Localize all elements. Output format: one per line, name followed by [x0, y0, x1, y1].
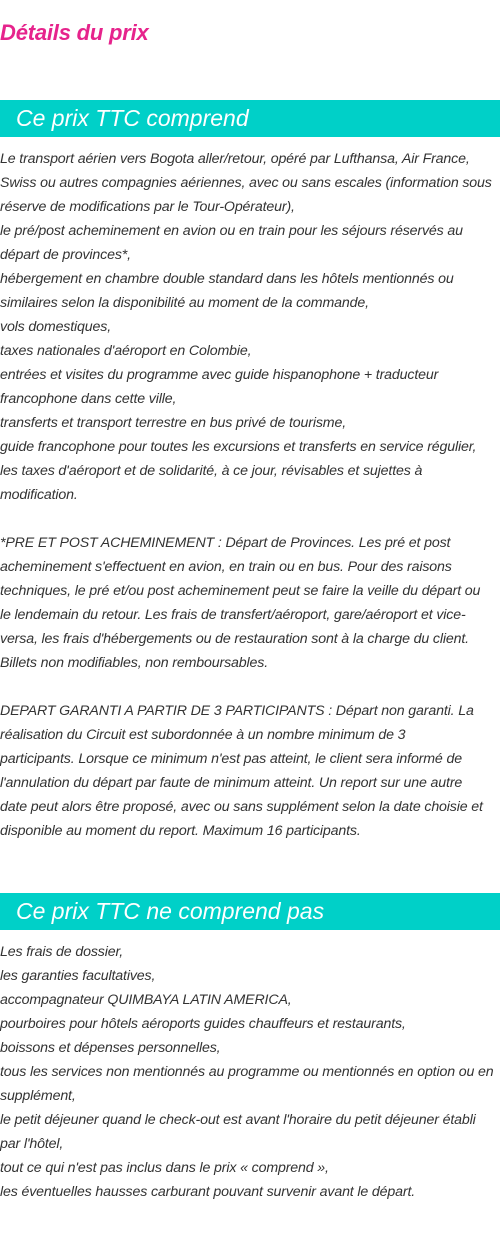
text-line: les garanties facultatives,: [0, 968, 156, 984]
text-line: Les frais de dossier,: [0, 944, 124, 960]
text-line: pourboires pour hôtels aéroports guides chauffeurs et restaurants,: [0, 1016, 406, 1032]
page-title: Détails du prix: [0, 20, 149, 45]
text-line: accompagnateur QUIMBAYA LATIN AMERICA,: [0, 992, 292, 1008]
text-line: transferts et transport terrestre en bus privé de tourisme,: [0, 415, 346, 431]
text-line: techniques, le pré et/ou post acheminement peut se faire la veille du départ ou: [0, 583, 481, 599]
text-line: l'annulation du départ par faute de minimum atteint. Un report sur une autre: [0, 775, 463, 791]
excluded-section-header: Ce prix TTC ne comprend pas: [0, 893, 500, 930]
text-line: Swiss ou autres compagnies aériennes, avec ou sans escales (information sous: [0, 175, 492, 191]
paragraph-gap: [0, 507, 500, 531]
text-line: le petit déjeuner quand le check-out est avant l'horaire du petit déjeuner établi: [0, 1112, 476, 1128]
text-line: modification.: [0, 487, 78, 503]
text-line: taxes nationales d'aéroport en Colombie,: [0, 343, 252, 359]
text-line: hébergement en chambre double standard dans les hôtels mentionnés ou: [0, 271, 454, 287]
text-line: disponible au moment du report. Maximum 16 participants.: [0, 823, 361, 839]
text-line: vols domestiques,: [0, 319, 112, 335]
text-line: versa, les frais d'hébergements ou de restauration sont à la charge du client.: [0, 631, 469, 647]
text-line: guide francophone pour toutes les excursions et transferts en service régulier,: [0, 439, 477, 455]
text-line: les éventuelles hausses carburant pouvant survenir avant le départ.: [0, 1184, 416, 1200]
text-line: tout ce qui n'est pas inclus dans le prix « comprend »,: [0, 1160, 329, 1176]
text-line: tous les services non mentionnés au programme ou mentionnés en option ou en: [0, 1064, 494, 1080]
text-line: le lendemain du retour. Les frais de transfert/aéroport, gare/aéroport et vice-: [0, 607, 466, 623]
included-section-text: [0, 147, 500, 843]
text-line: francophone dans cette ville,: [0, 391, 177, 407]
text-line: *PRE ET POST ACHEMINEMENT : Départ de Provinces. Les pré et post: [0, 535, 451, 551]
text-line: date peut alors être proposé, avec ou sans supplément selon la date choisie et: [0, 799, 483, 815]
text-line: départ de provinces*,: [0, 247, 131, 263]
text-line: DEPART GARANTI A PARTIR DE 3 PARTICIPANTS : Départ non garanti. La: [0, 703, 474, 719]
text-line: Billets non modifiables, non remboursables.: [0, 655, 268, 671]
paragraph-gap: [0, 675, 500, 699]
text-line: réalisation du Circuit est subordonnée à un nombre minimum de 3: [0, 727, 406, 743]
text-line: réserve de modifications par le Tour-Opérateur),: [0, 199, 295, 215]
text-line: supplément,: [0, 1088, 76, 1104]
text-line: le pré/post acheminement en avion ou en train pour les séjours réservés au: [0, 223, 463, 239]
text-line: entrées et visites du programme avec guide hispanophone + traducteur: [0, 367, 439, 383]
text-line: les taxes d'aéroport et de solidarité, à ce jour, révisables et sujettes à: [0, 463, 423, 479]
included-section-header: Ce prix TTC comprend: [0, 100, 500, 137]
text-line: par l'hôtel,: [0, 1136, 64, 1152]
text-line: acheminement s'effectuent en avion, en train ou en bus. Pour des raisons: [0, 559, 452, 575]
text-line: participants. Lorsque ce minimum n'est pas atteint, le client sera informé de: [0, 751, 462, 767]
text-line: Le transport aérien vers Bogota aller/retour, opéré par Lufthansa, Air France,: [0, 151, 470, 167]
excluded-section-text: [0, 940, 500, 1204]
text-line: similaires selon la disponibilité au moment de la commande,: [0, 295, 369, 311]
text-line: boissons et dépenses personnelles,: [0, 1040, 221, 1056]
